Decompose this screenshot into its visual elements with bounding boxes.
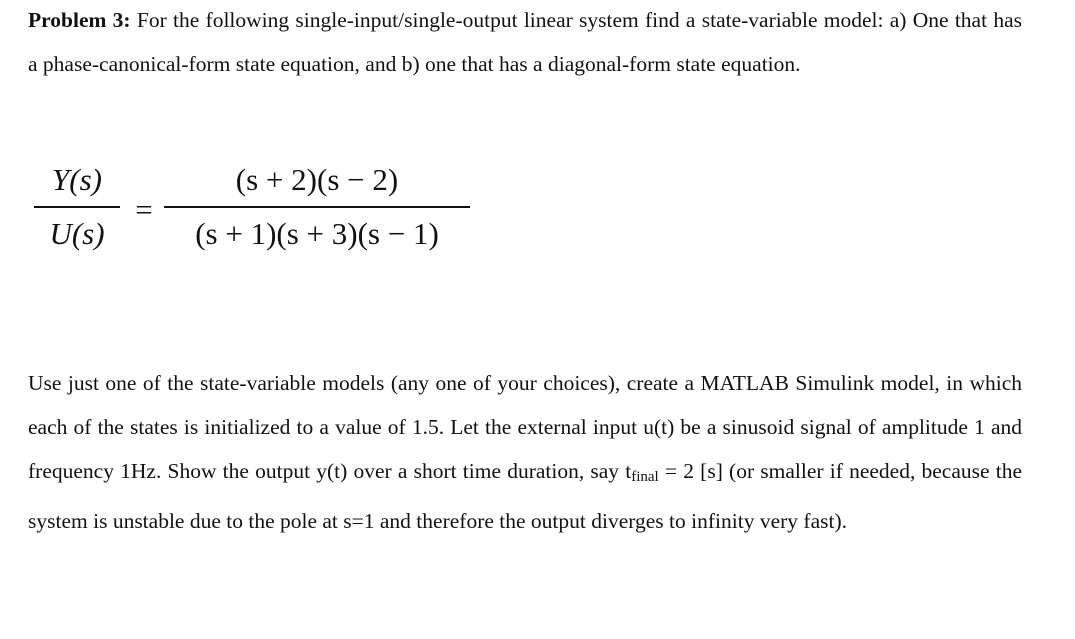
- problem-label: Problem 3:: [28, 8, 131, 32]
- rhs-numerator: (s + 2)(s − 2): [235, 162, 399, 197]
- equals-sign: =: [135, 192, 153, 227]
- lhs-fraction-bar: [34, 206, 120, 208]
- rhs-fraction: [164, 158, 470, 256]
- rhs-denominator: (s + 1)(s + 3)(s − 1): [195, 216, 439, 251]
- lhs-denominator: U(s): [49, 216, 105, 251]
- task-text-part1: Use just one of the state-variable models (any one of your choices), create a MATLAB Simulink model, in which each of the states is initialized to a value of 1.5. Let the external input u(t) be a sinusoid signal of amplitude 1 and frequency 1Hz. Show the output y(t) over a short time duration, say t: [28, 371, 1022, 483]
- problem-intro-text: For the following single-input/single-output linear system find a state-variable model: a) One that has a phase-canonical-form state equation, and b) one that has a diagonal-form state equation.: [28, 8, 1022, 76]
- rhs-fraction-bar: [164, 206, 470, 208]
- t-final-subscript: final: [631, 469, 659, 485]
- problem-statement: [28, 0, 1022, 86]
- lhs-fraction: [34, 158, 120, 256]
- task-description: [28, 361, 1022, 543]
- lhs-numerator: Y(s): [52, 162, 102, 197]
- transfer-function-equation: [34, 158, 494, 268]
- task-text-part2: = 2 [s] (or smaller if needed, because the system is unstable due to the pole at s=1 and therefore the output diverges to infinity very fast).: [28, 459, 1023, 533]
